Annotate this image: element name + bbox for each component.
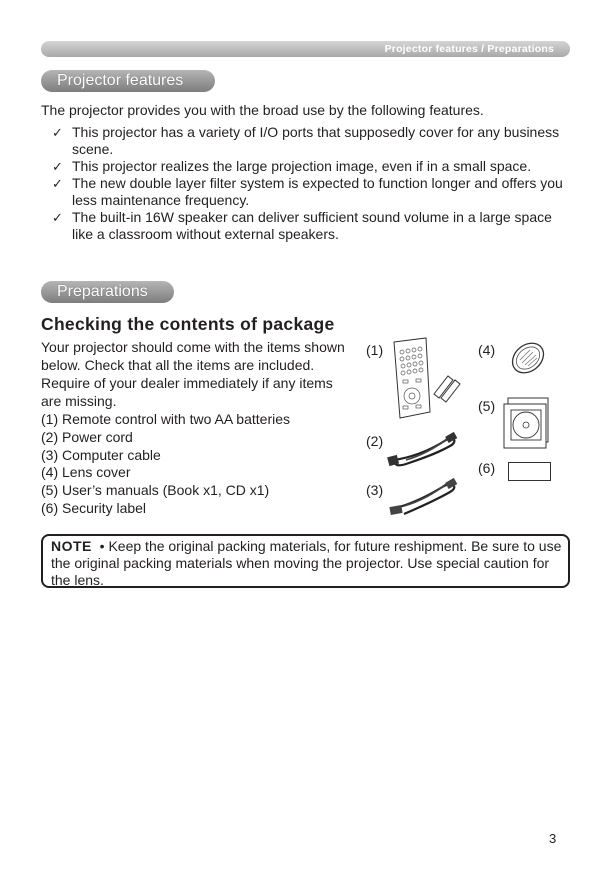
list-item: (2) Power cord — [41, 428, 133, 445]
power-cord-icon — [388, 430, 460, 470]
list-item: (3) Computer cable — [41, 446, 161, 463]
header-bar — [41, 41, 570, 57]
list-item: (4) Lens cover — [41, 464, 131, 481]
bullet-text: This projector has a variety of I/O ports that supposedly cover for any business scene. — [72, 124, 560, 157]
list-item: (5) User’s manuals (Book x1, CD x1) — [41, 482, 270, 499]
figure-label: (1) — [366, 342, 384, 358]
check-icon: ✓ — [52, 176, 63, 191]
figure-label: (2) — [366, 433, 384, 449]
note-box — [41, 534, 570, 588]
note-text — [51, 538, 563, 589]
section-heading-features: Projector features — [41, 70, 215, 92]
note-label: NOTE — [51, 538, 92, 554]
features-intro: The projector provides you with the broad use by the following features. — [41, 102, 484, 118]
lens-cover-icon — [506, 338, 550, 378]
computer-cable-icon — [388, 478, 460, 520]
features-list — [52, 124, 572, 243]
preparations-intro: Your projector should come with the items shown below. Check that all the items are included. Require of your dealer immediately if any items are missing. — [41, 339, 345, 409]
list-item — [52, 209, 572, 243]
figure-label: (3) — [366, 482, 384, 498]
battery-icon — [434, 376, 460, 402]
list-item — [52, 158, 572, 175]
security-label-icon — [508, 462, 552, 482]
list-item: (1) Remote control with two AA batteries — [41, 411, 290, 427]
bullet-text: The built-in 16W speaker can deliver sufficient sound volume in a large space like a classroom without external speakers. — [72, 209, 552, 242]
page-number: 3 — [549, 831, 557, 846]
section-heading-preparations: Preparations — [41, 281, 174, 303]
check-icon: ✓ — [52, 125, 63, 140]
package-items-list — [41, 411, 290, 518]
figure-label: (6) — [478, 460, 496, 476]
bullet-text: The new double layer filter system is expected to function longer and offers you less maintenance frequency. — [72, 175, 563, 208]
check-icon: ✓ — [52, 210, 63, 225]
figure-label: (4) — [478, 342, 496, 358]
list-item — [52, 124, 572, 158]
list-item — [52, 175, 572, 209]
list-item: (6) Security label — [41, 499, 147, 516]
remote-control-icon — [392, 338, 462, 422]
subheading-package-contents: Checking the contents of package — [41, 314, 335, 334]
header-title: Projector features / Preparations — [384, 43, 554, 55]
check-icon: ✓ — [52, 159, 63, 174]
note-body: • Keep the original packing materials, for future reshipment. Be sure to use the original packing materials when moving the projector. Use special caution for the lens. — [51, 538, 562, 588]
bullet-text: This projector realizes the large projection image, even if in a small space. — [72, 158, 532, 174]
user-manuals-icon — [502, 396, 552, 452]
figure-label: (5) — [478, 398, 496, 414]
